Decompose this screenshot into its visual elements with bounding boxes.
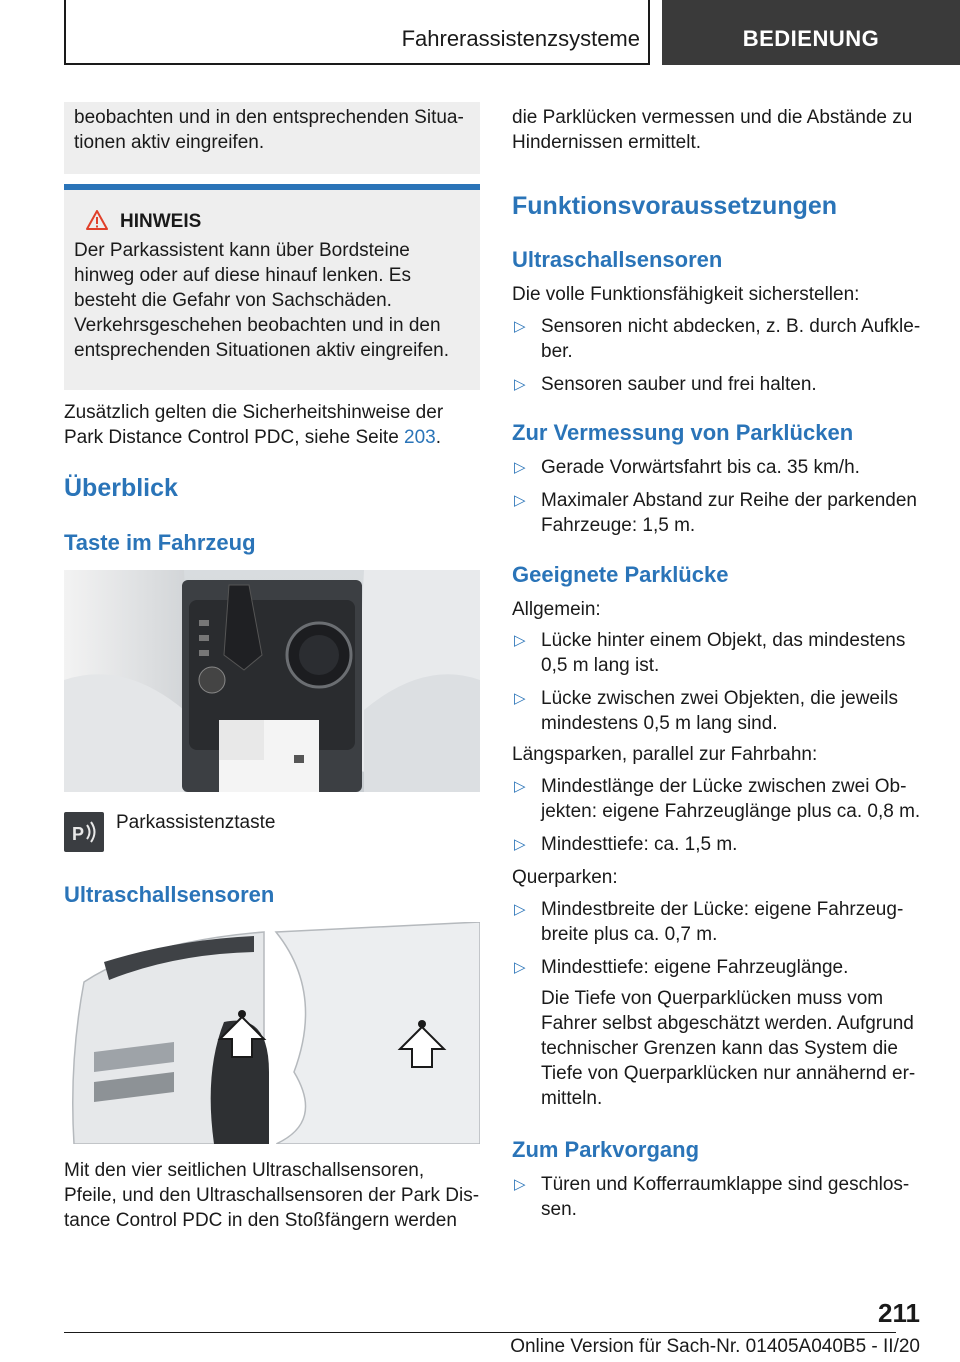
warning-triangle-icon bbox=[86, 210, 108, 235]
triangle-bullet-icon: ▷ bbox=[514, 492, 526, 509]
triangle-bullet-icon: ▷ bbox=[514, 318, 526, 335]
section-tab: BEDIENUNG bbox=[662, 0, 960, 65]
park-assist-button-icon bbox=[64, 812, 104, 852]
triangle-bullet-icon: ▷ bbox=[514, 901, 526, 918]
list-item: ▷ Mindesttiefe: eigene Fahrzeuglänge. bbox=[514, 957, 849, 978]
list-item: ▷ Maximaler Abstand zur Reihe der parkenden Fahrzeuge: 1,5 m. bbox=[514, 490, 917, 536]
heading-parking: Zum Parkvorgang bbox=[512, 1137, 700, 1162]
triangle-bullet-icon: ▷ bbox=[514, 778, 526, 795]
list-item: ▷ Sensoren sauber und frei halten. bbox=[514, 374, 817, 395]
triangle-bullet-icon: ▷ bbox=[514, 459, 526, 476]
triangle-bullet-icon: ▷ bbox=[514, 1176, 526, 1193]
ultrasonic-sensors-image bbox=[64, 922, 480, 1144]
notice-text: Der Parkassistent kann über Bordsteine hinweg oder auf diese hinauf lenken. Es besteht die Gefahr von Sachschäden. Verkehrsgeschehen beobachten und in den entsprechenden Situationen aktiv eingreifen. bbox=[74, 240, 449, 361]
heading-ultrasonic-sensors: Ultraschallsensoren bbox=[64, 882, 275, 907]
chapter-title: Fahrerassistenzsysteme bbox=[401, 26, 640, 51]
header-divider bbox=[64, 0, 66, 64]
ultrasonic-intro: Die volle Funktionsfähigkeit sicherstellen: bbox=[512, 284, 860, 305]
continued-notice-text: beobachten und in den entsprechenden Situationen aktiv eingreifen. bbox=[74, 107, 464, 153]
list-item: ▷ Lücke hinter einem Objekt, das mindestens 0,5 m lang ist. bbox=[514, 630, 906, 676]
heading-overview: Überblick bbox=[64, 474, 178, 502]
general-list bbox=[512, 628, 924, 744]
parallel-label: Längsparken, parallel zur Fahrbahn: bbox=[512, 744, 818, 765]
list-item: ▷ Lücke zwischen zwei Objekten, die jeweils mindestens 0,5 m lang sind. bbox=[514, 688, 898, 734]
list-item: ▷ Mindesttiefe: ca. 1,5 m. bbox=[514, 834, 738, 855]
header-underline bbox=[64, 63, 650, 65]
triangle-bullet-icon: ▷ bbox=[514, 959, 526, 976]
triangle-bullet-icon: ▷ bbox=[514, 690, 526, 707]
safety-reference: Zusätzlich gelten die Sicherheitshinweise der Park Distance Control PDC, siehe Seite 203. bbox=[64, 402, 444, 448]
parallel-list bbox=[512, 774, 924, 865]
intro-continued: die Parklücken vermessen und die Abstände zu Hindernissen ermittelt. bbox=[512, 107, 913, 153]
heading-prerequisites: Funktionsvoraussetzungen bbox=[512, 192, 838, 220]
ultrasonic-list bbox=[512, 314, 924, 405]
heading-suitable-space: Geeignete Parklücke bbox=[512, 562, 729, 587]
button-caption: Parkassistenztaste bbox=[116, 812, 276, 833]
triangle-bullet-icon: ▷ bbox=[514, 376, 526, 393]
list-item: ▷ Sensoren nicht abdecken, z. B. durch Aufkleber. bbox=[514, 316, 921, 362]
list-item: ▷ Mindestbreite der Lücke: eigene Fahrzeugbreite plus ca. 0,7 m. bbox=[514, 899, 904, 945]
list-item: ▷ Türen und Kofferraumklappe sind geschlossen. bbox=[514, 1174, 910, 1220]
header-divider bbox=[648, 0, 650, 64]
sensors-description: Mit den vier seitlichen Ultraschallsensoren, Pfeile, und den Ultraschallsensoren der Park Distance Control PDC in den Stoßfängern werden bbox=[64, 1160, 480, 1231]
page-link-203[interactable]: 203 bbox=[404, 427, 436, 448]
cross-note: Die Tiefe von Querparklücken muss vom Fahrer selbst abgeschätzt werden. Aufgrund technischer Grenzen kann das System die Tiefe von Querparklücken nur annähernd ermitteln. bbox=[541, 988, 916, 1109]
cross-list bbox=[512, 897, 924, 988]
heading-measurement: Zur Vermessung von Parklücken bbox=[512, 420, 854, 445]
triangle-bullet-icon: ▷ bbox=[514, 836, 526, 853]
notice-box bbox=[64, 190, 480, 390]
page-number: 211 bbox=[878, 1298, 920, 1328]
list-item: ▷ Gerade Vorwärtsfahrt bis ca. 35 km/h. bbox=[514, 457, 860, 478]
continued-notice-box bbox=[64, 102, 480, 174]
list-item: ▷ Mindestlänge der Lücke zwischen zwei Objekten: eigene Fahrzeuglänge plus ca. 0,8 m. bbox=[514, 776, 921, 822]
general-label: Allgemein: bbox=[512, 599, 601, 620]
triangle-bullet-icon: ▷ bbox=[514, 632, 526, 649]
footer-divider bbox=[64, 1332, 896, 1333]
measurement-list bbox=[512, 455, 924, 546]
cross-label: Querparken: bbox=[512, 867, 618, 888]
svg-text:P: P bbox=[72, 824, 85, 844]
parking-list bbox=[512, 1172, 924, 1230]
heading-ultrasonic: Ultraschallsensoren bbox=[512, 247, 723, 272]
heading-button: Taste im Fahrzeug bbox=[64, 530, 256, 555]
notice-title: HINWEIS bbox=[120, 211, 202, 232]
center-console-image bbox=[64, 570, 480, 792]
footer-text: Online Version für Sach-Nr. 01405A040B5 - II/20 bbox=[510, 1336, 920, 1357]
